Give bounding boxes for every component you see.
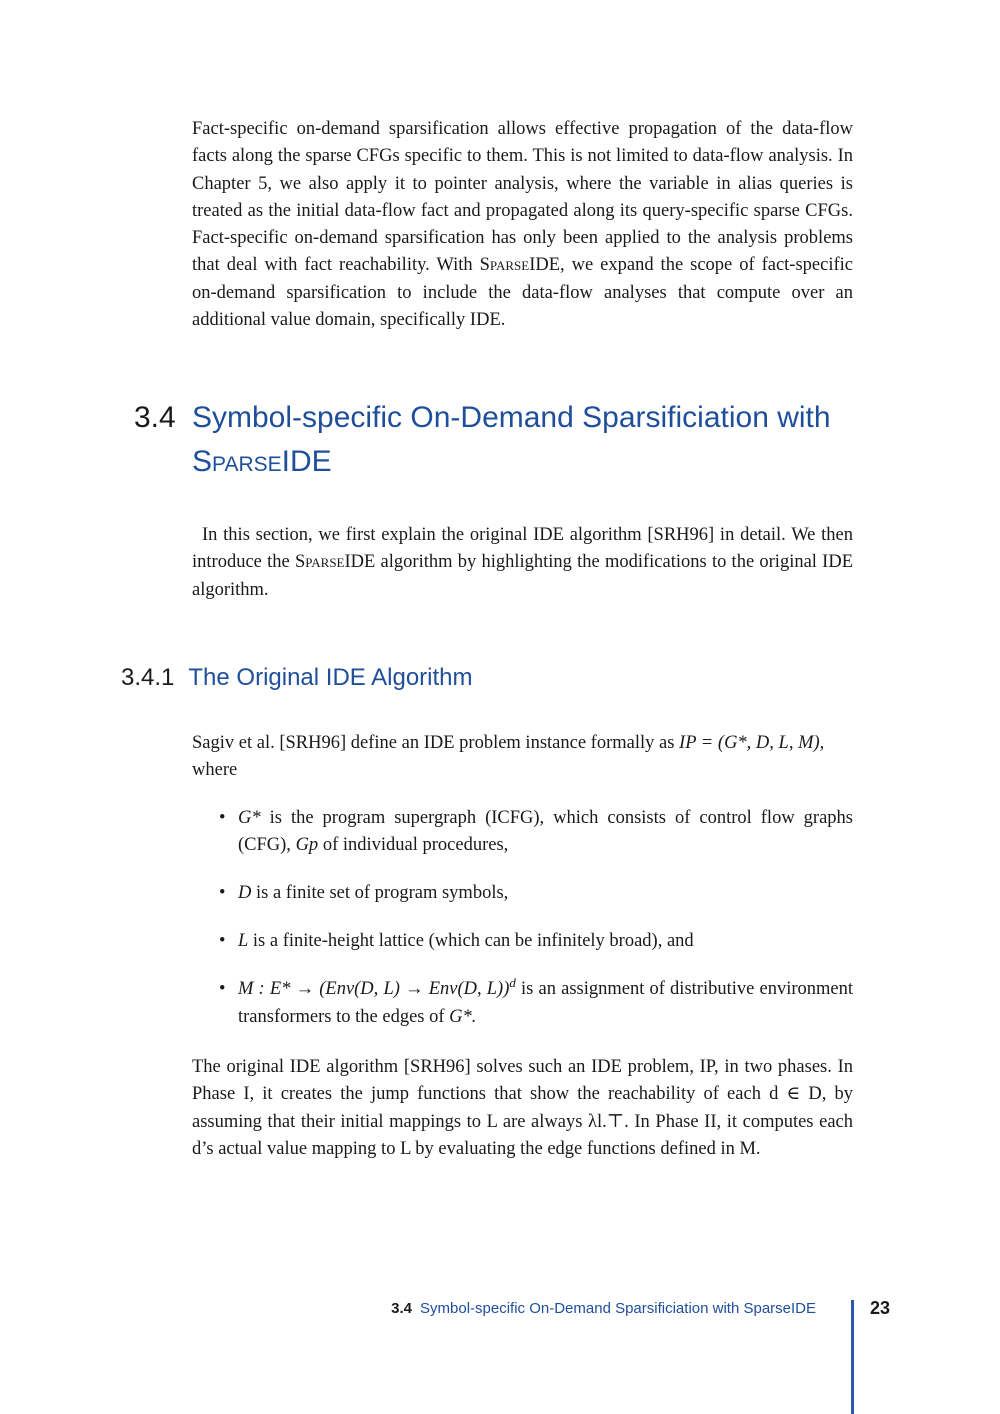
algorithm-phases-paragraph: The original IDE algorithm [SRH96] solves such an IDE problem, IP, in two phases. In Phase I, it creates the jump functions that show the reachability of each d ∈ D, by assuming that their initial mappings to L are always λl.⊤. In Phase II, it computes each d’s actual value mapping to L by evaluating the edge functions defined in M. [192,1057,853,1159]
section-intro-paragraph: In this section, we first explain the original IDE algorithm [SRH96] in detail. We then introduce the SparseIDE algorithm by highlighting the modifications to the original IDE algorithm. [192,525,853,600]
subsection-heading [121,662,473,694]
subsection-number: 3.4.1 [121,664,175,691]
section-heading [134,396,854,484]
section-title: Symbol-specific On-Demand Sparsificiation with SparseIDE [192,401,831,478]
page-number: 23 [870,1298,891,1318]
running-footer: 3.4 Symbol-specific On-Demand Sparsificiation with SparseIDE [391,1300,816,1317]
m-formula: M : E* → (Env(D, L) → Env(D, L)) [238,979,510,1000]
definition-paragraph: Sagiv et al. [SRH96] define an IDE problem instance formally as IP = (G*, D, L, M), where [192,733,825,781]
page-footer [0,1298,1000,1414]
intro-paragraph: Fact-specific on-demand sparsification allows effective propagation of the data-flow facts along the sparse CFGs specific to them. This is not limited to data-flow analysis. In Chapter 5, we also apply it to pointer analysis, where the variable in alias queries is treated as the initial data-flow fact and propagated along its query-specific sparse CFGs. Fact-specific on-demand sparsification has only been applied to the analysis problems that deal with fact reachability. With SparseIDE, we expand the scope of fact-specific on-demand sparsification to include the data-flow analyses that compute over an additional value domain, specifically IDE. [192,119,853,331]
arrow-label: d [509,975,516,991]
list-item: • D is a finite set of program symbols, [238,880,853,907]
footer-rule [851,1300,854,1414]
subsection-title: The Original IDE Algorithm [188,664,473,691]
list-item: • G* is the program supergraph (ICFG), which consists of control flow graphs (CFG), Gp of individual procedures, [238,805,853,860]
list-item: • M : E* → (Env(D, L) → Env(D, L))$^d$ is an assignment of distributive environment transformers to the edges of G*. [238,976,853,1031]
list-item: • L is a finite-height lattice (which can be infinitely broad), and [238,928,853,955]
ip-formula: IP = (G*, D, L, M), [679,733,825,753]
sparseide-smallcaps: Sparse [479,255,530,276]
section-number: 3.4 [134,401,176,434]
definition-list [238,805,853,1052]
